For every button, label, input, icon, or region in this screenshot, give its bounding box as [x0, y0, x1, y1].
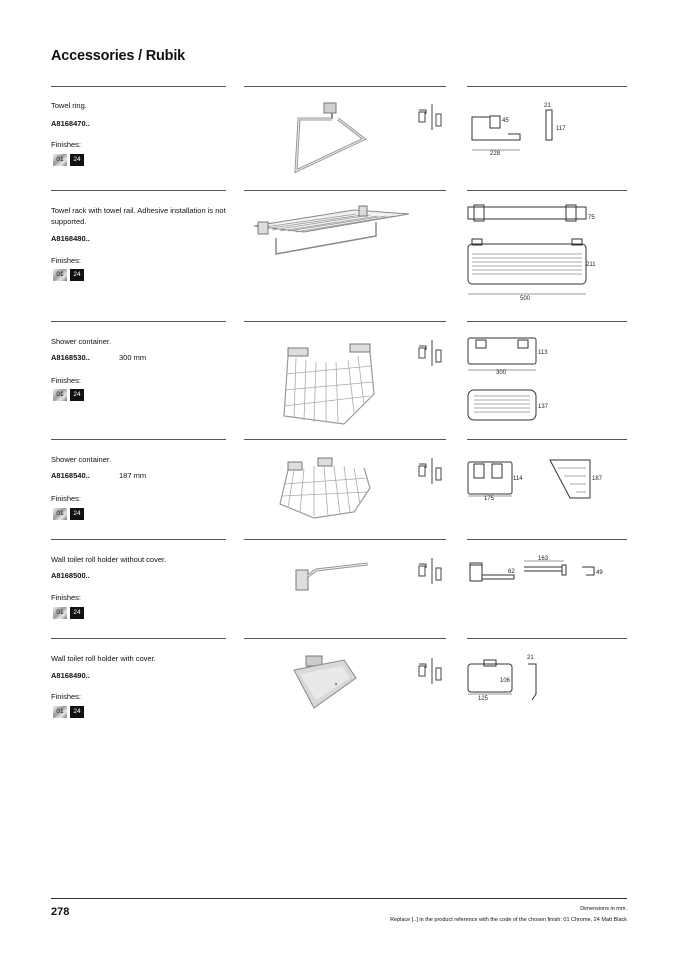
product-reference: A8168540.. [51, 471, 90, 480]
divider [244, 439, 446, 440]
finishes-label: Finishes: [51, 376, 82, 385]
shower-container-300-technical-drawing [462, 332, 627, 424]
dimensions-note: Dimensions in mm. [580, 906, 627, 912]
dimension-label: 163 [538, 556, 549, 562]
shower-container-187-image [244, 452, 446, 526]
towel-ring-technical-drawing [462, 100, 627, 156]
finish-swatch-chrome: 01 [53, 706, 67, 718]
toilet-roll-holder-cover-technical-drawing [462, 650, 627, 706]
installation-icons [417, 456, 447, 486]
finish-swatch-black: 24 [70, 508, 84, 520]
toilet-roll-holder-image [244, 552, 446, 600]
product-size: 300 mm [119, 353, 147, 362]
product-size: 187 mm [119, 471, 147, 480]
dimension-label: 117 [556, 126, 566, 132]
installation-icons [417, 338, 447, 368]
dimension-label: 187 [592, 476, 603, 482]
dimension-label: 500 [520, 296, 531, 302]
page-title: Accessories / Rubik [51, 48, 186, 64]
finish-swatch-chrome: 01 [53, 607, 67, 619]
product-description: Wall toilet roll holder without cover. [51, 555, 167, 564]
dimension-label: 300 [496, 370, 507, 376]
finish-swatch-black: 24 [70, 607, 84, 619]
finishes-label: Finishes: [51, 593, 82, 602]
divider [244, 190, 446, 191]
finishes-label: Finishes: [51, 494, 82, 503]
product-description: Shower container. [51, 337, 112, 346]
finish-swatch-black: 24 [70, 389, 84, 401]
dimension-label: 62 [508, 569, 515, 575]
dimension-label: 45 [502, 118, 509, 124]
divider [51, 638, 226, 639]
installation-icons [417, 102, 447, 132]
divider [51, 190, 226, 191]
product-description: Towel ring. [51, 101, 87, 110]
dimension-label: 21 [544, 103, 551, 109]
product-description: Wall toilet roll holder with cover. [51, 654, 156, 663]
product-description: Shower container. [51, 455, 112, 464]
dimension-label: 228 [490, 151, 501, 156]
dimension-label: 49 [596, 570, 603, 576]
product-reference: A8168530.. [51, 353, 90, 362]
dimension-label: 113 [538, 350, 548, 356]
divider [51, 439, 226, 440]
footer-divider [51, 898, 627, 899]
installation-icons [417, 656, 447, 686]
towel-rack-technical-drawing [462, 202, 627, 308]
finish-replace-note: Replace [..] in the product reference with the code of the chosen finish: 01 Chrome, 24 Matt Black [390, 917, 627, 923]
finishes-label: Finishes: [51, 256, 82, 265]
divider [51, 539, 226, 540]
towel-rack-image [244, 198, 446, 268]
dimension-label: 114 [513, 476, 523, 482]
finish-swatch-chrome: 01 [53, 269, 67, 281]
divider [467, 439, 627, 440]
dimension-label: 106 [500, 678, 511, 684]
divider [244, 638, 446, 639]
finishes-label: Finishes: [51, 140, 82, 149]
dimension-label: 175 [484, 496, 495, 502]
dimension-label: 21 [527, 655, 534, 661]
toilet-roll-holder-cover-image [244, 648, 446, 712]
product-description: Towel rack with towel rail. Adhesive installation is not supported. [51, 206, 226, 226]
dimension-label: 75 [588, 215, 595, 221]
dimension-label: 137 [538, 404, 549, 410]
divider [467, 321, 627, 322]
divider [51, 86, 226, 87]
finish-swatch-chrome: 01 [53, 389, 67, 401]
shower-container-300-image [244, 334, 446, 432]
finish-swatch-black: 24 [70, 269, 84, 281]
divider [51, 321, 226, 322]
product-reference: A8168500.. [51, 571, 90, 580]
towel-ring-image [244, 95, 446, 175]
divider [467, 638, 627, 639]
finishes-label: Finishes: [51, 692, 82, 701]
divider [467, 539, 627, 540]
finish-swatch-chrome: 01 [53, 154, 67, 166]
toilet-roll-holder-technical-drawing [462, 553, 627, 589]
dimension-label: 125 [478, 696, 489, 702]
shower-container-187-technical-drawing [462, 454, 627, 504]
finish-swatch-chrome: 01 [53, 508, 67, 520]
installation-icons [417, 556, 447, 586]
divider [244, 539, 446, 540]
divider [244, 86, 446, 87]
page-number: 278 [51, 906, 70, 918]
product-reference: A8168490.. [51, 671, 90, 680]
finish-swatch-black: 24 [70, 154, 84, 166]
divider [467, 86, 627, 87]
product-reference: A8168470.. [51, 119, 90, 128]
divider [467, 190, 627, 191]
finish-swatch-black: 24 [70, 706, 84, 718]
product-reference: A8168480.. [51, 234, 90, 243]
divider [244, 321, 446, 322]
dimension-label: 211 [586, 262, 596, 268]
